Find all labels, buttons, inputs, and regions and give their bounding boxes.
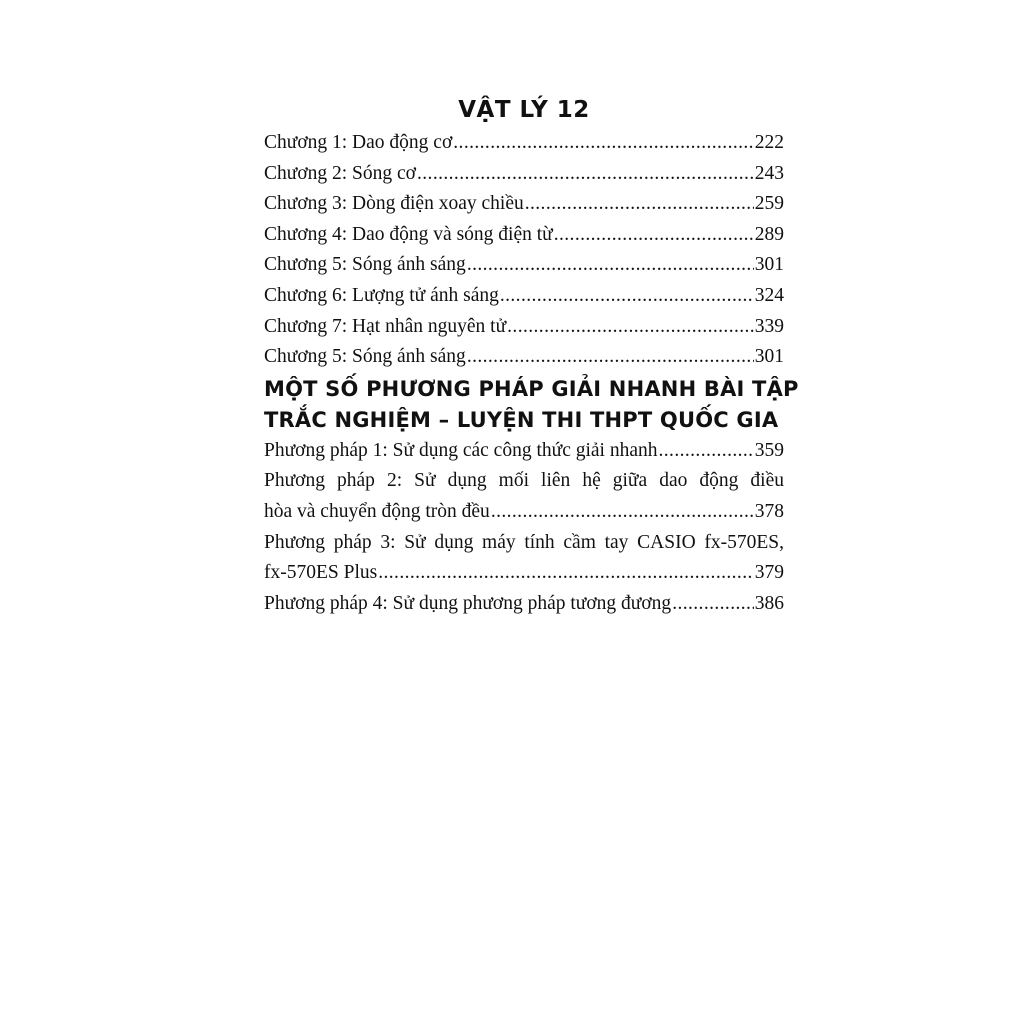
- page-number: 301: [754, 254, 784, 276]
- dot-leader: [467, 250, 754, 281]
- page-number: 243: [754, 162, 784, 184]
- method-3-first-line: Phương pháp 3: Sử dụng máy tính cầm tay CASIO fx-570ES,: [264, 531, 784, 553]
- page-number: 222: [754, 132, 784, 153]
- page-number: 378: [754, 500, 784, 522]
- section-heading-line-1: MỘT SỐ PHƯƠNG PHÁP GIẢI NHANH BÀI TẬP: [264, 376, 799, 401]
- dot-leader: [467, 342, 754, 373]
- entry-label: Chương 4: Dao động và sóng điện từ: [264, 223, 553, 245]
- toc-entry-chapter-4: [264, 220, 784, 251]
- entry-label: Phương pháp 1: Sử dụng các công thức giải nhanh: [264, 439, 658, 461]
- table-of-contents: [264, 92, 799, 619]
- dot-leader: [378, 558, 754, 589]
- dot-leader: [525, 189, 754, 220]
- entry-label: Chương 1: Dao động cơ: [264, 132, 453, 153]
- dot-leader: [453, 128, 753, 159]
- dot-leader: [491, 497, 754, 528]
- toc-entry-chapter-3: [264, 189, 784, 220]
- toc-entry-chapter-2: [264, 159, 784, 190]
- dot-leader: [672, 589, 754, 620]
- page-number: 289: [754, 223, 784, 245]
- toc-entry-chapter-1: [264, 128, 784, 159]
- toc-entry-method-2: [264, 497, 784, 528]
- entry-label: hòa và chuyển động tròn đều: [264, 500, 490, 522]
- entry-label: Chương 7: Hạt nhân nguyên tử: [264, 315, 507, 337]
- toc-entry-chapter-5: [264, 250, 784, 281]
- entry-label: Chương 5: Sóng ánh sáng: [264, 254, 466, 276]
- page-number: 386: [754, 592, 784, 614]
- toc-entry-method-3: [264, 558, 784, 589]
- entry-label: Chương 2: Sóng cơ: [264, 162, 416, 184]
- section-heading-line-2: TRẮC NGHIỆM – LUYỆN THI THPT QUỐC GIA: [264, 408, 779, 433]
- entry-label: fx-570ES Plus: [264, 562, 378, 584]
- entry-label: Phương pháp 4: Sử dụng phương pháp tương đương: [264, 592, 672, 614]
- page-number: 339: [754, 315, 784, 337]
- toc-entry-method-1: [264, 436, 784, 467]
- toc-entry-chapter-5-repeat: [264, 342, 784, 373]
- toc-entry-chapter-6: [264, 281, 784, 312]
- page-number: 259: [754, 193, 784, 215]
- page-number: 379: [754, 562, 784, 584]
- page-number: 359: [754, 439, 784, 461]
- method-2-first-line: Phương pháp 2: Sử dụng mối liên hệ giữa dao động điều: [264, 470, 784, 492]
- entry-label: Chương 6: Lượng tử ánh sáng: [264, 284, 499, 306]
- dot-leader: [500, 281, 754, 312]
- page-number: 301: [754, 346, 784, 368]
- dot-leader: [659, 436, 754, 467]
- dot-leader: [507, 312, 754, 343]
- page-title: VẬT LÝ 12: [458, 97, 590, 123]
- toc-entry-chapter-7: [264, 312, 784, 343]
- toc-entry-method-4: [264, 589, 784, 620]
- entry-label: Chương 5: Sóng ánh sáng: [264, 346, 466, 368]
- dot-leader: [417, 159, 754, 190]
- dot-leader: [554, 220, 754, 251]
- entry-label: Chương 3: Dòng điện xoay chiều: [264, 193, 524, 215]
- page-number: 324: [754, 284, 784, 306]
